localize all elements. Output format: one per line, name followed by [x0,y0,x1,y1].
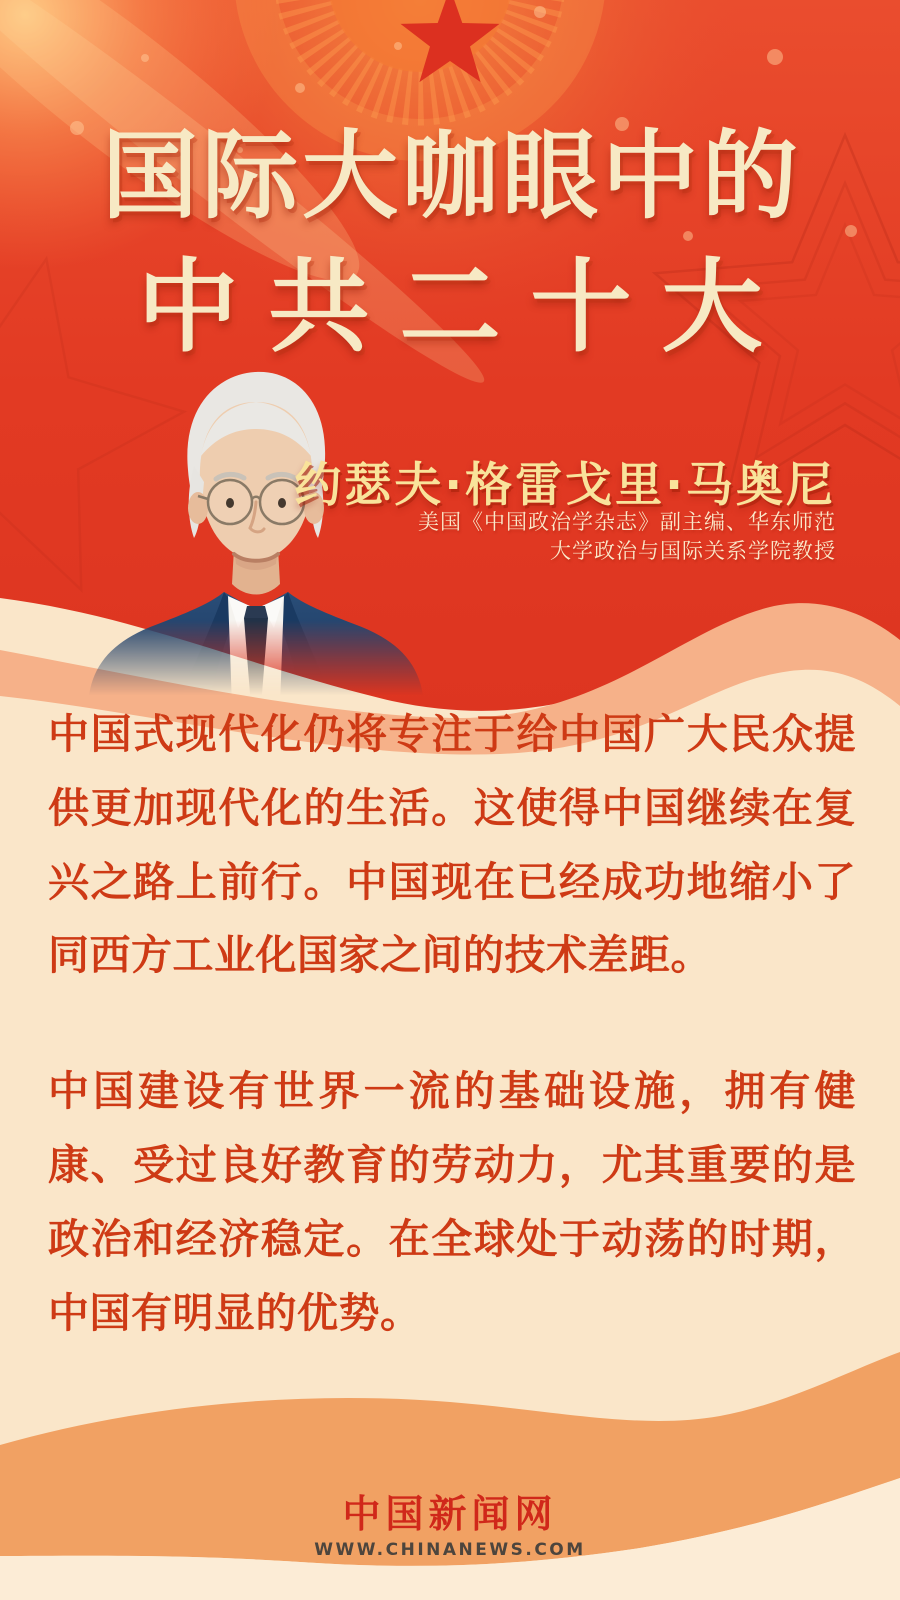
quote-section [48,698,856,1350]
poster-title-line2: 中共二十大 [137,248,793,366]
person-photo [82,350,430,706]
website-url: WWW.CHINANEWS.COM [314,1540,586,1560]
footer [0,1491,900,1560]
chinanews-logo: 中国新闻网 [342,1491,558,1536]
affiliation-line2: 大学政治与国际关系学院教授 [550,539,836,563]
person-name: 约瑟夫·格雷戈里·马奥尼 [294,458,836,513]
quote-paragraph-1: 中国式现代化仍将专注于给中国广大民众提供更加现代化的生活。这使得中国继续在复兴之路上前行。中国现在已经成功地缩小了同西方工业化国家之间的技术差距。 [48,710,856,980]
affiliation-line1: 美国《中国政治学杂志》副主编、华东师范 [418,510,836,534]
person-affiliation [418,508,836,566]
poster-title-line1: 国际大咖眼中的 [102,120,802,232]
quote-paragraph-2: 中国建设有世界一流的基础设施，拥有健康、受过良好教育的劳动力，尤其重要的是政治和经济稳定。在全球处于动荡的时期，中国有明显的优势。 [48,1067,856,1337]
